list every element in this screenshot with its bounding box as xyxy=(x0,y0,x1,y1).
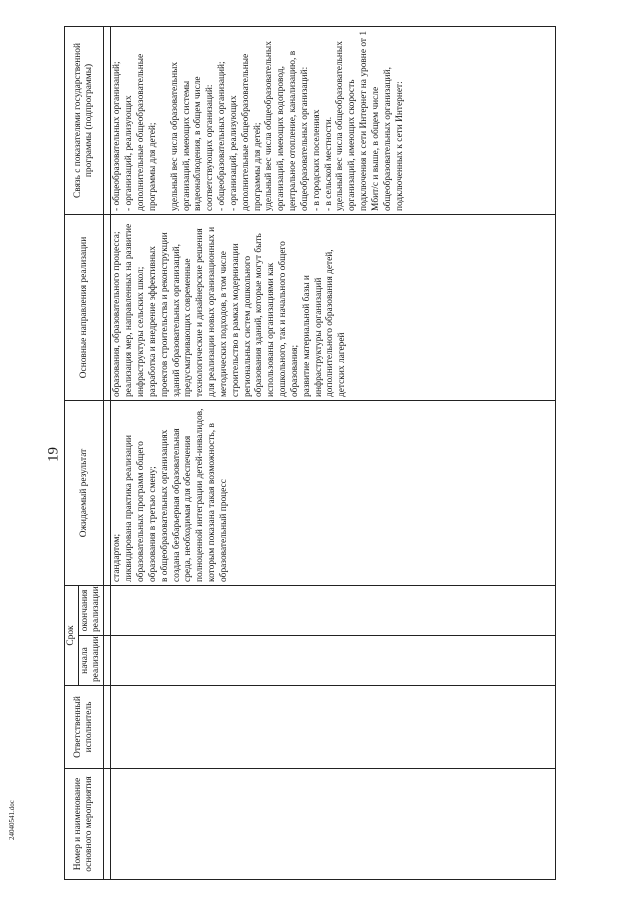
link-line: - организаций, реализующих дополнительные общеобразовательные программы для детей; xyxy=(228,53,263,211)
directions-cell xyxy=(111,215,556,401)
link-line: удельный вес числа образовательных организаций, имеющих системы видеонаблюдения, в общем числе соответствующих организаций: xyxy=(169,61,216,211)
spacer-cell xyxy=(104,401,111,586)
result-line: стандартом; xyxy=(112,533,123,582)
header-end: окончания реализации xyxy=(79,586,104,636)
direction-line: развитие материальной базы и инфраструктуры организаций дополнительного образования детей, детских лагерей xyxy=(301,249,348,397)
page-number: 19 xyxy=(45,447,62,462)
header-activity: Номер и наименование основного мероприятия xyxy=(65,769,104,880)
activities-table xyxy=(64,26,556,880)
link-line: - в городских поселениях xyxy=(311,109,322,211)
link-indicators-cell xyxy=(111,27,556,215)
spacer-cell xyxy=(104,27,111,215)
header-expected-result: Ожидаемый результат xyxy=(65,401,104,586)
end-cell xyxy=(111,586,556,636)
result-line: ликвидирована практика реализации образовательных программ общего образования в третью смену; xyxy=(124,435,158,582)
header-link-indicators: Связь с показателями государственной программы (подпрограммы) xyxy=(65,27,104,215)
link-line: - организаций, реализующих дополнительные общеобразовательные программы для детей; xyxy=(124,53,158,211)
spacer-cell xyxy=(104,686,111,769)
link-line: удельный вес числа общеобразовательных организаций, имеющих скорость подключения к сети Интернет на уровне от 1 Мбит/с и выше, в общем числе общеобразовательных организаций, подключенных к сети Интернет: xyxy=(335,30,405,211)
executor-cell xyxy=(111,686,556,769)
header-directions: Основные направления реализации xyxy=(65,215,104,401)
header-executor: Ответственный исполнитель xyxy=(65,686,104,769)
link-line: - общеобразовательных организаций; xyxy=(217,61,228,211)
direction-line: образования, образовательного процесса; xyxy=(112,231,123,397)
link-line: удельный вес числа общеобразовательных организаций, имеющих водопровод, центральное отопление, канализацию, в общеобразовательных организаций: xyxy=(264,41,310,211)
direction-line: разработка и внедрение эффективных проектов строительства и реконструкции зданий образовательных организаций, предусматривающих современные технологические и дизайнерские решения для реализации новых организационных и методических подходов, в том числе строительство в рамках модернизации региональных систем дошкольного образования зданий, которые могут быть использованы организациями как дошкольного, так и начального общего образования; xyxy=(147,226,300,397)
start-cell xyxy=(111,636,556,686)
link-line: - в сельской местности. xyxy=(323,116,334,211)
rotated-table-container xyxy=(64,0,624,880)
activity-cell xyxy=(111,769,556,880)
result-line: в общеобразовательных организациях создана безбарьерная образовательная среда, необходимая для обеспечения полноценной интеграции детей-инвалидов, которым показана такая возможность, в образовательный процесс xyxy=(159,408,229,582)
spacer-cell xyxy=(104,769,111,880)
link-line: - общеобразовательных организаций; xyxy=(112,61,123,211)
spacer-cell xyxy=(104,586,111,636)
direction-line: реализация мер, направленных на развитие инфраструктуры сельских школ; xyxy=(124,223,146,397)
header-start: начала реализации xyxy=(79,636,104,686)
spacer-cell xyxy=(104,636,111,686)
header-term: Срок xyxy=(65,586,79,686)
expected-result-cell xyxy=(111,401,556,586)
spacer-cell xyxy=(104,215,111,401)
document-id: 24040541.doc xyxy=(8,800,16,840)
